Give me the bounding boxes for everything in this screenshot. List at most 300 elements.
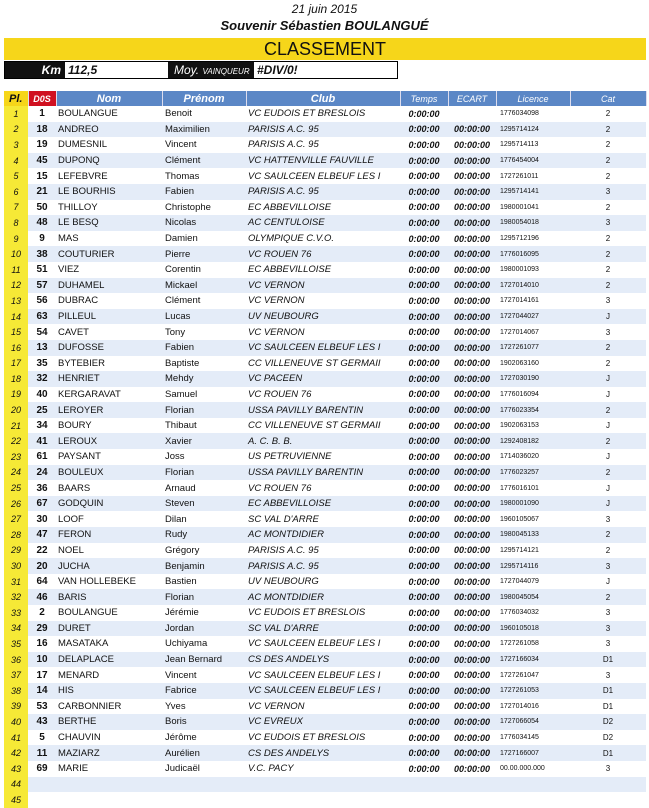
cell-nom: COUTURIER [56, 246, 162, 262]
cell-nom: BARIS [56, 589, 162, 605]
cell-place: 28 [4, 527, 28, 543]
cell-cat: 2 [570, 433, 646, 449]
cell-nom: DUMESNIL [56, 137, 162, 153]
cell-temps: 0:00:00 [400, 543, 448, 559]
cell-club: EC ABBEVILLOISE [246, 200, 400, 216]
cell-licence: 1980045133 [496, 527, 570, 543]
cell-dossard: 54 [28, 324, 56, 340]
cell-dossard [28, 777, 56, 793]
cell-dossard: 47 [28, 527, 56, 543]
cell-nom: MASATAKA [56, 636, 162, 652]
cell-cat: J [570, 449, 646, 465]
table-row [4, 543, 646, 559]
cell-temps: 0:00:00 [400, 278, 448, 294]
cell-place: 22 [4, 433, 28, 449]
cell-prenom: Florian [162, 402, 246, 418]
cell-dossard: 16 [28, 636, 56, 652]
cell-dossard: 63 [28, 309, 56, 325]
cell-ecart: 00:00:00 [448, 558, 496, 574]
table-row [4, 745, 646, 761]
table-row [4, 730, 646, 746]
cell-cat: D1 [570, 683, 646, 699]
cell-temps: 0:00:00 [400, 683, 448, 699]
cell-dossard: 61 [28, 449, 56, 465]
cell-cat: 3 [570, 636, 646, 652]
cell-prenom: Rudy [162, 527, 246, 543]
cell-licence: 1295714124 [496, 122, 570, 138]
cell-licence: 1960105067 [496, 511, 570, 527]
cell-ecart: 00:00:00 [448, 184, 496, 200]
table-row [4, 387, 646, 403]
cell-licence: 1295714113 [496, 137, 570, 153]
cell-licence: 1727066054 [496, 714, 570, 730]
cell-temps: 0:00:00 [400, 106, 448, 122]
cell-place: 26 [4, 496, 28, 512]
table-row [4, 574, 646, 590]
cell-prenom: Lucas [162, 309, 246, 325]
cell-temps: 0:00:00 [400, 418, 448, 434]
cell-club: OLYMPIQUE C.V.O. [246, 231, 400, 247]
cell-prenom: Christophe [162, 200, 246, 216]
cell-licence: 1292408182 [496, 433, 570, 449]
cell-ecart: 00:00:00 [448, 402, 496, 418]
cell-dossard: 56 [28, 293, 56, 309]
table-row [4, 605, 646, 621]
cell-prenom: Judicaël [162, 761, 246, 777]
cell-club: VC VERNON [246, 324, 400, 340]
cell-licence: 1295714141 [496, 184, 570, 200]
cell-prenom: Maximilien [162, 122, 246, 138]
cell-dossard: 9 [28, 231, 56, 247]
cell-cat: 2 [570, 168, 646, 184]
cell-club: VC ROUEN 76 [246, 480, 400, 496]
cell-place: 3 [4, 137, 28, 153]
cell-cat: D1 [570, 652, 646, 668]
cell-place: 6 [4, 184, 28, 200]
cell-club: EC ABBEVILLOISE [246, 262, 400, 278]
cell-dossard: 24 [28, 465, 56, 481]
cell-ecart: 00:00:00 [448, 527, 496, 543]
cell-licence: 1776454004 [496, 153, 570, 169]
cell-prenom: Jérôme [162, 730, 246, 746]
cell-nom: CAVET [56, 324, 162, 340]
cell-dossard: 10 [28, 652, 56, 668]
cell-dossard: 38 [28, 246, 56, 262]
cell-licence: 1776034098 [496, 106, 570, 122]
cell-prenom: Benjamin [162, 558, 246, 574]
cell-ecart: 00:00:00 [448, 356, 496, 372]
col-header-temps: Temps [400, 91, 448, 106]
cell-ecart: 00:00:00 [448, 465, 496, 481]
cell-cat: 3 [570, 605, 646, 621]
cell-ecart: 00:00:00 [448, 589, 496, 605]
cell-cat: 3 [570, 324, 646, 340]
cell-ecart: 00:00:00 [448, 574, 496, 590]
cell-ecart: 00:00:00 [448, 761, 496, 777]
cell-dossard: 34 [28, 418, 56, 434]
cell-temps: 0:00:00 [400, 168, 448, 184]
table-row [4, 122, 646, 138]
cell-dossard: 30 [28, 511, 56, 527]
cell-licence: 1902063153 [496, 418, 570, 434]
cell-dossard: 2 [28, 605, 56, 621]
cell-ecart: 00:00:00 [448, 262, 496, 278]
table-row [4, 340, 646, 356]
cell-club: VC SAULCEEN ELBEUF LES I [246, 168, 400, 184]
cell-temps: 0:00:00 [400, 246, 448, 262]
cell-prenom: Damien [162, 231, 246, 247]
cell-cat: J [570, 371, 646, 387]
table-row [4, 168, 646, 184]
cell-prenom: Fabien [162, 184, 246, 200]
cell-licence: 1727044079 [496, 574, 570, 590]
cell-licence: 1295712196 [496, 231, 570, 247]
cell-ecart: 00:00:00 [448, 278, 496, 294]
cell-temps: 0:00:00 [400, 496, 448, 512]
cell-club: US PETRUVIENNE [246, 449, 400, 465]
table-row [4, 106, 646, 122]
cell-nom: PAYSANT [56, 449, 162, 465]
cell-prenom: Aurélien [162, 745, 246, 761]
cell-nom: BERTHE [56, 714, 162, 730]
cell-place: 1 [4, 106, 28, 122]
cell-dossard: 21 [28, 184, 56, 200]
cell-cat: J [570, 574, 646, 590]
cell-club: VC PACEEN [246, 371, 400, 387]
table-row [4, 278, 646, 294]
cell-prenom: Vincent [162, 667, 246, 683]
cell-ecart: 00:00:00 [448, 200, 496, 216]
cell-ecart: 00:00:00 [448, 309, 496, 325]
cell-prenom: Uchiyama [162, 636, 246, 652]
cell-nom: BOURY [56, 418, 162, 434]
cell-prenom: Thomas [162, 168, 246, 184]
table-row [4, 496, 646, 512]
cell-licence: 1295714121 [496, 543, 570, 559]
cell-prenom: Baptiste [162, 356, 246, 372]
cell-licence: 1727261011 [496, 168, 570, 184]
cell-temps: 0:00:00 [400, 465, 448, 481]
cell-dossard: 14 [28, 683, 56, 699]
cell-prenom: Jordan [162, 621, 246, 637]
cell-prenom: Pierre [162, 246, 246, 262]
cell-temps: 0:00:00 [400, 387, 448, 403]
table-header-row [4, 91, 646, 106]
cell-ecart [448, 106, 496, 122]
cell-prenom: Joss [162, 449, 246, 465]
moy-label [168, 62, 254, 78]
cell-nom: JUCHA [56, 558, 162, 574]
cell-temps: 0:00:00 [400, 293, 448, 309]
cell-nom: LOOF [56, 511, 162, 527]
cell-ecart: 00:00:00 [448, 667, 496, 683]
km-value: 112,5 [68, 63, 98, 77]
table-row [4, 777, 646, 793]
cell-nom: THILLOY [56, 200, 162, 216]
cell-dossard: 43 [28, 714, 56, 730]
table-row [4, 137, 646, 153]
cell-prenom: Benoit [162, 106, 246, 122]
cell-ecart: 00:00:00 [448, 324, 496, 340]
cell-nom: BOULANGUE [56, 605, 162, 621]
table-row [4, 200, 646, 216]
table-row [4, 683, 646, 699]
cell-licence: 1776023354 [496, 402, 570, 418]
cell-club: SC VAL D'ARRE [246, 621, 400, 637]
cell-dossard: 69 [28, 761, 56, 777]
cell-nom: ANDREO [56, 122, 162, 138]
cell-place: 11 [4, 262, 28, 278]
cell-cat: 2 [570, 340, 646, 356]
cell-licence: 1902063160 [496, 356, 570, 372]
table-row [4, 558, 646, 574]
cell-ecart: 00:00:00 [448, 496, 496, 512]
col-header-cat: Cat [570, 91, 646, 106]
cell-nom: FERON [56, 527, 162, 543]
cell-cat: D2 [570, 714, 646, 730]
cell-ecart: 00:00:00 [448, 621, 496, 637]
cell-temps: 0:00:00 [400, 215, 448, 231]
cell-ecart: 00:00:00 [448, 122, 496, 138]
cell-place: 9 [4, 231, 28, 247]
cell-nom: HIS [56, 683, 162, 699]
cell-ecart: 00:00:00 [448, 371, 496, 387]
cell-cat: J [570, 387, 646, 403]
cell-place: 35 [4, 636, 28, 652]
cell-prenom: Nicolas [162, 215, 246, 231]
cell-nom: GODQUIN [56, 496, 162, 512]
cell-prenom: Arnaud [162, 480, 246, 496]
cell-ecart: 00:00:00 [448, 387, 496, 403]
cell-temps: 0:00:00 [400, 449, 448, 465]
table-row [4, 480, 646, 496]
cell-place: 17 [4, 356, 28, 372]
cell-club: VC HATTENVILLE FAUVILLE [246, 153, 400, 169]
col-header-ecart: ECART [448, 91, 496, 106]
cell-cat: 3 [570, 558, 646, 574]
cell-club: VC VERNON [246, 293, 400, 309]
cell-cat: 3 [570, 667, 646, 683]
cell-licence: 1714036020 [496, 449, 570, 465]
cell-temps: 0:00:00 [400, 558, 448, 574]
cell-cat: J [570, 480, 646, 496]
cell-temps: 0:00:00 [400, 527, 448, 543]
table-row [4, 215, 646, 231]
cell-dossard: 67 [28, 496, 56, 512]
cell-temps: 0:00:00 [400, 356, 448, 372]
cell-place: 15 [4, 324, 28, 340]
cell-cat: 2 [570, 278, 646, 294]
table-row [4, 293, 646, 309]
cell-nom: DUBRAC [56, 293, 162, 309]
cell-temps: 0:00:00 [400, 589, 448, 605]
cell-club: A. C. B. B. [246, 433, 400, 449]
col-header-licence: Licence [496, 91, 570, 106]
cell-place: 24 [4, 465, 28, 481]
col-header-dossard: D0S [28, 91, 56, 106]
cell-nom: LE BOURHIS [56, 184, 162, 200]
cell-temps: 0:00:00 [400, 324, 448, 340]
cell-ecart: 00:00:00 [448, 730, 496, 746]
cell-cat: 2 [570, 137, 646, 153]
table-row [4, 589, 646, 605]
cell-temps: 0:00:00 [400, 371, 448, 387]
cell-place: 30 [4, 558, 28, 574]
col-header-prenom: Prénom [162, 91, 246, 106]
cell-club: EC ABBEVILLOISE [246, 496, 400, 512]
cell-dossard: 19 [28, 137, 56, 153]
table-row [4, 465, 646, 481]
cell-ecart: 00:00:00 [448, 449, 496, 465]
table-row [4, 371, 646, 387]
cell-prenom: Jérémie [162, 605, 246, 621]
cell-nom: MARIE [56, 761, 162, 777]
cell-club: SC VAL D'ARRE [246, 511, 400, 527]
cell-nom: MENARD [56, 667, 162, 683]
cell-place: 8 [4, 215, 28, 231]
cell-licence: 1727261053 [496, 683, 570, 699]
cell-club: PARISIS A.C. 95 [246, 558, 400, 574]
cell-cat: 2 [570, 106, 646, 122]
cell-ecart: 00:00:00 [448, 215, 496, 231]
cell-temps: 0:00:00 [400, 652, 448, 668]
cell-temps: 0:00:00 [400, 605, 448, 621]
cell-cat: D1 [570, 745, 646, 761]
cell-ecart: 00:00:00 [448, 340, 496, 356]
cell-nom: VIEZ [56, 262, 162, 278]
moy-sub-label: VAINQUEUR [202, 67, 250, 76]
cell-prenom: Tony [162, 324, 246, 340]
cell-dossard: 18 [28, 122, 56, 138]
cell-club: VC VERNON [246, 278, 400, 294]
cell-licence: 1776034145 [496, 730, 570, 746]
table-row [4, 449, 646, 465]
col-header-place: Pl. [4, 91, 28, 106]
cell-club: V.C. PACY [246, 761, 400, 777]
cell-licence: 1980001041 [496, 200, 570, 216]
cell-club: PARISIS A.C. 95 [246, 122, 400, 138]
cell-place: 37 [4, 667, 28, 683]
cell-temps: 0:00:00 [400, 200, 448, 216]
cell-prenom: Steven [162, 496, 246, 512]
cell-prenom: Yves [162, 699, 246, 715]
table-row [4, 418, 646, 434]
cell-cat: 2 [570, 200, 646, 216]
cell-prenom: Bastien [162, 574, 246, 590]
table-row [4, 231, 646, 247]
cell-dossard: 51 [28, 262, 56, 278]
col-header-nom: Nom [56, 91, 162, 106]
cell-cat: 3 [570, 293, 646, 309]
cell-prenom: Florian [162, 589, 246, 605]
event-title: Souvenir Sébastien BOULANGUÉ [220, 18, 429, 33]
table-row [4, 324, 646, 340]
cell-prenom: Fabien [162, 340, 246, 356]
cell-nom: VAN HOLLEBEKE [56, 574, 162, 590]
cell-place: 19 [4, 387, 28, 403]
cell-nom: LEROUX [56, 433, 162, 449]
cell-nom: LE BESQ [56, 215, 162, 231]
cell-licence: 1727014161 [496, 293, 570, 309]
cell-nom: PILLEUL [56, 309, 162, 325]
cell-club [246, 777, 400, 793]
cell-ecart: 00:00:00 [448, 745, 496, 761]
cell-temps: 0:00:00 [400, 745, 448, 761]
cell-club: CC VILLENEUVE ST GERMAII [246, 418, 400, 434]
cell-temps: 0:00:00 [400, 699, 448, 715]
table-row [4, 356, 646, 372]
cell-prenom: Corentin [162, 262, 246, 278]
cell-ecart: 00:00:00 [448, 433, 496, 449]
cell-club: PARISIS A.C. 95 [246, 184, 400, 200]
cell-club: USSA PAVILLY BARENTIN [246, 402, 400, 418]
cell-licence: 1776023257 [496, 465, 570, 481]
table-row [4, 246, 646, 262]
cell-ecart: 00:00:00 [448, 480, 496, 496]
cell-dossard: 25 [28, 402, 56, 418]
cell-cat: 2 [570, 153, 646, 169]
cell-temps: 0:00:00 [400, 574, 448, 590]
cell-place: 23 [4, 449, 28, 465]
cell-dossard: 64 [28, 574, 56, 590]
cell-place: 31 [4, 574, 28, 590]
cell-place: 27 [4, 511, 28, 527]
table-row [4, 309, 646, 325]
cell-licence: 1776016095 [496, 246, 570, 262]
cell-club: UV NEUBOURG [246, 574, 400, 590]
cell-club: AC MONTDIDIER [246, 589, 400, 605]
cell-nom: DUHAMEL [56, 278, 162, 294]
cell-temps: 0:00:00 [400, 231, 448, 247]
cell-club: PARISIS A.C. 95 [246, 543, 400, 559]
table-row [4, 511, 646, 527]
cell-ecart [448, 777, 496, 793]
cell-place: 7 [4, 200, 28, 216]
cell-ecart: 00:00:00 [448, 293, 496, 309]
cell-dossard: 36 [28, 480, 56, 496]
cell-cat: 2 [570, 122, 646, 138]
cell-place: 4 [4, 153, 28, 169]
cell-nom: DURET [56, 621, 162, 637]
cell-licence [496, 777, 570, 793]
cell-cat: 2 [570, 589, 646, 605]
cell-temps: 0:00:00 [400, 402, 448, 418]
cell-ecart: 00:00:00 [448, 153, 496, 169]
cell-dossard: 57 [28, 278, 56, 294]
cell-licence: 1980001090 [496, 496, 570, 512]
cell-licence: 1980054018 [496, 215, 570, 231]
cell-licence: 1776016101 [496, 480, 570, 496]
cell-temps: 0:00:00 [400, 184, 448, 200]
cell-ecart: 00:00:00 [448, 543, 496, 559]
cell-place: 21 [4, 418, 28, 434]
cell-licence: 1727261047 [496, 667, 570, 683]
cell-ecart: 00:00:00 [448, 636, 496, 652]
cell-dossard: 1 [28, 106, 56, 122]
cell-prenom: Thibaut [162, 418, 246, 434]
cell-place: 12 [4, 278, 28, 294]
cell-place: 36 [4, 652, 28, 668]
cell-place: 39 [4, 699, 28, 715]
cell-temps: 0:00:00 [400, 480, 448, 496]
cell-place: 44 [4, 777, 28, 793]
cell-dossard: 53 [28, 699, 56, 715]
table-row [4, 714, 646, 730]
cell-cat: 2 [570, 231, 646, 247]
cell-licence: 1727014016 [496, 699, 570, 715]
cell-club: VC VERNON [246, 699, 400, 715]
cell-place: 5 [4, 168, 28, 184]
